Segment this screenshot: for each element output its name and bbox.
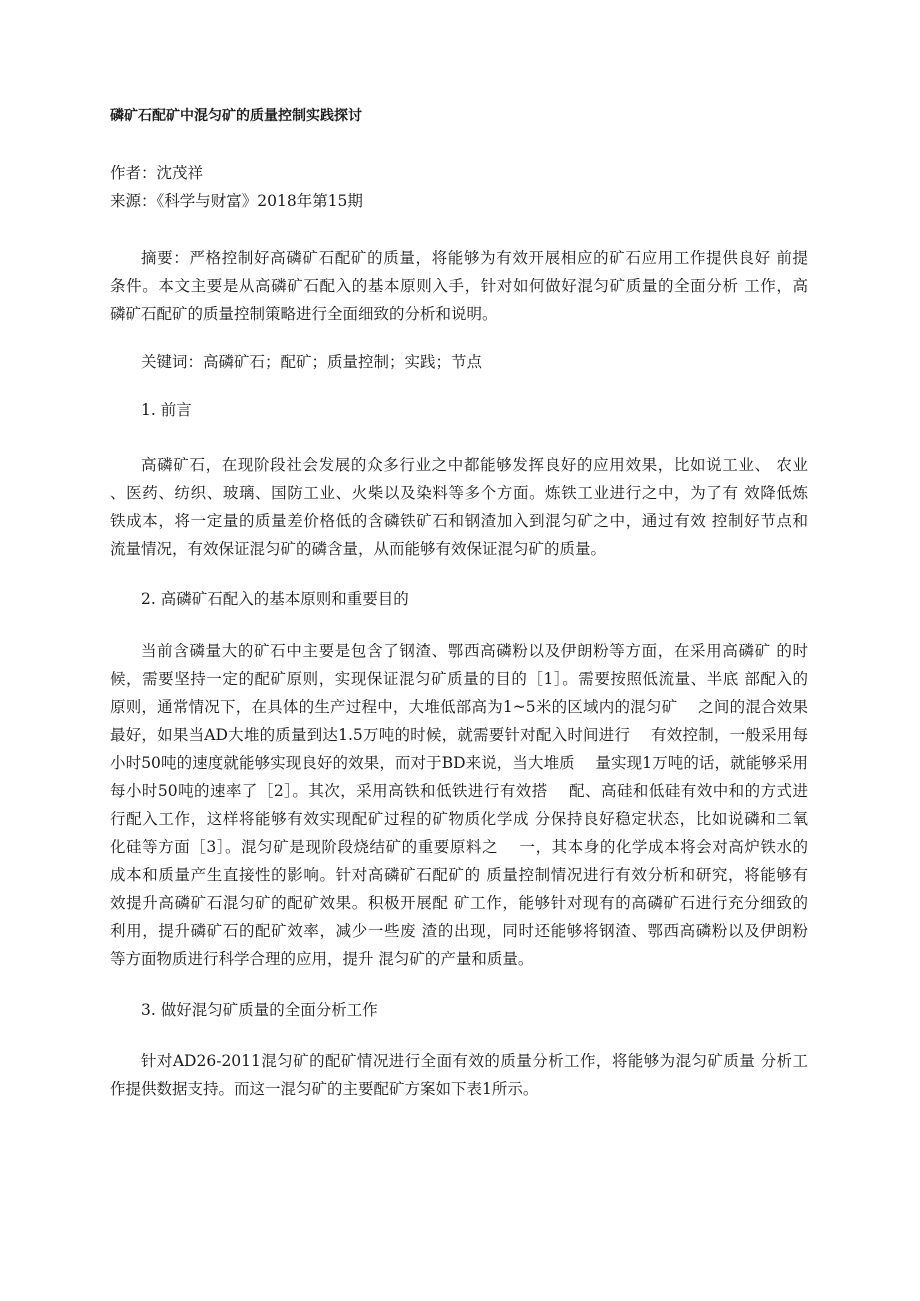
document-title: 磷矿石配矿中混匀矿的质量控制实践探讨 <box>110 108 362 124</box>
keywords: 关键词：高磷矿石；配矿；质量控制；实践；节点 <box>141 353 483 371</box>
abstract-line: 磷矿石配矿的质量控制策略进行全面细致的分析和说明。 <box>110 305 498 323</box>
section-1-paragraph-line: 流量情况，有效保证混匀矿的磷含量，从而能够有效保证混匀矿的质量。 <box>110 540 607 558</box>
section-3-heading: 3. 做好混匀矿质量的全面分析工作 <box>141 1001 378 1019</box>
abstract-line: 条件。本文主要是从高磷矿石配入的基本原则入手，针对如何做好混匀矿质量的全面分析 工作，高 <box>110 277 808 295</box>
source-line: 来源：《科学与财富》2018年第15期 <box>110 192 363 210</box>
section-2-paragraph-line: 候，需要坚持一定的配矿原则，实现保证混匀矿质量的目的［1］。需要按照低流量、半底 部配入的 <box>110 670 808 688</box>
section-3-paragraph-line: 针对AD26-2011混匀矿的配矿情况进行全面有效的质量分析工作，将能够为混匀矿质量 分析工 <box>141 1052 808 1070</box>
section-2-heading: 2. 高磷矿石配入的基本原则和重要目的 <box>141 590 409 608</box>
section-1-paragraph-line: 高磷矿石，在现阶段社会发展的众多行业之中都能够发挥良好的应用效果，比如说工业、 农业 <box>141 456 808 474</box>
section-2-paragraph-line: 等方面物质进行科学合理的应用，提升 混匀矿的产量和质量。 <box>110 950 534 968</box>
section-2-paragraph-line: 原则，通常情况下，在具体的生产过程中，大堆低部高为1~5米的区域内的混匀矿 之间的混合效果 <box>110 698 808 716</box>
section-1-heading: 1. 前言 <box>141 401 192 419</box>
section-2-paragraph-line: 最好，如果当AD大堆的质量到达1.5万吨的时候，就需要针对配入时间进行 有效控制，一般采用每 <box>110 726 808 744</box>
author-line: 作者：沈茂祥 <box>110 164 204 182</box>
section-2-paragraph-line: 成本和质量产生直接性的影响。针对高磷矿石配矿的 质量控制情况进行有效分析和研究，将能够有 <box>110 866 808 884</box>
abstract-line: 摘要：严格控制好高磷矿石配矿的质量，将能够为有效开展相应的矿石应用工作提供良好 前提 <box>141 249 808 267</box>
section-2-paragraph-line: 每小时50吨的速率了［2］。其次，采用高铁和低铁进行有效搭 配、高硅和低硅有效中和的方式进 <box>110 782 808 800</box>
section-2-paragraph-line: 效提升高磷矿石混匀矿的配矿效果。积极开展配 矿工作，能够针对现有的高磷矿石进行充分细致的 <box>110 894 808 912</box>
section-1-paragraph-line: 铁成本，将一定量的质量差价格低的含磷铁矿石和钢渣加入到混匀矿之中，通过有效 控制好节点和 <box>110 512 808 530</box>
section-1-paragraph-line: 、医药、纺织、玻璃、国防工业、火柴以及染料等多个方面。炼铁工业进行之中，为了有 效降低炼 <box>110 484 808 502</box>
section-2-paragraph-line: 当前含磷量大的矿石中主要是包含了钢渣、鄂西高磷粉以及伊朗粉等方面，在采用高磷矿 的时 <box>141 642 808 660</box>
section-3-paragraph-line: 作提供数据支持。而这一混匀矿的主要配矿方案如下表1所示。 <box>110 1080 539 1098</box>
section-2-paragraph-line: 化硅等方面［3］。混匀矿是现阶段烧结矿的重要原料之 一，其本身的化学成本将会对高炉铁水的 <box>110 838 808 856</box>
section-2-paragraph-line: 小时50吨的速度就能够实现良好的效果，而对于BD来说，当大堆质 量实现1万吨的话，就能够采用 <box>110 754 808 772</box>
section-2-paragraph-line: 行配入工作，这样将能够有效实现配矿过程的矿物质化学成 分保持良好稳定状态，比如说磷和二氧 <box>110 810 808 828</box>
section-2-paragraph-line: 利用，提升磷矿石的配矿效率，减少一些废 渣的出现，同时还能够将钢渣、鄂西高磷粉以及伊朗粉 <box>110 922 808 940</box>
